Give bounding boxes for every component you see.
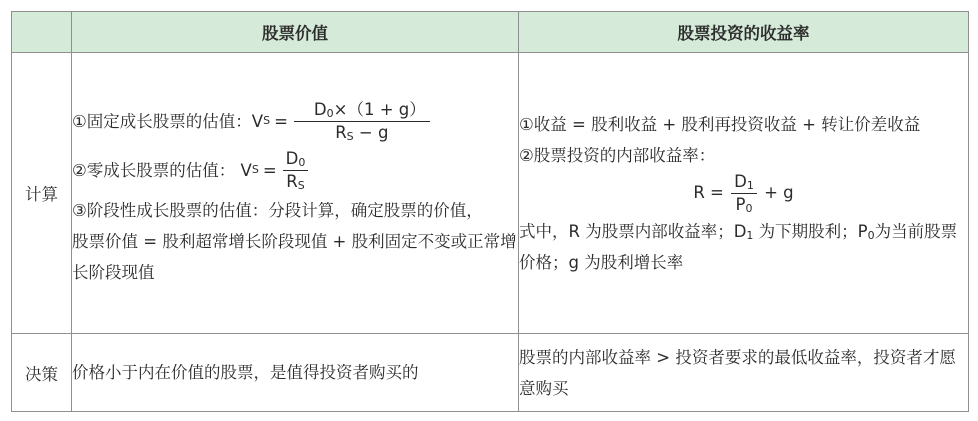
decision-row <box>12 334 969 412</box>
decision-value-cell: 价格小于内在价值的股票，是值得投资者购买的 <box>72 334 519 412</box>
header-row <box>12 12 969 53</box>
fixed-growth-formula: ①固定成长股票的估值：V S = $\frac{D_0\times(1 + g)}{R_S - g}$ <box>72 99 518 144</box>
irr-title: ②股票投资的内部收益率： <box>519 145 716 165</box>
zero-growth-fraction: $\frac{D_0}{R_S}$ <box>283 148 309 193</box>
header-stock-value: 股票价值 <box>72 12 519 53</box>
calc-return-cell <box>519 53 969 334</box>
irr-fraction: $\frac{D_1}{P_0}$ <box>731 171 757 216</box>
decision-row-label: 决策 <box>12 334 72 412</box>
formula-legend: 式中，R 为股票内部收益率；$D_1$ 为下期股利；$P_0$为当前股票价格；g 为股利增长率 <box>519 221 958 272</box>
comparison-table <box>11 11 969 412</box>
stock-value-desc: 股票价值 = 股利超常增长阶段现值 + 股利固定不变或正常增长阶段现值 <box>72 231 517 282</box>
header-stock-return: 股票投资的收益率 <box>519 12 969 53</box>
fixed-growth-fraction: $\frac{D_0\times(1 + g)}{R_S - g}$ <box>294 99 430 144</box>
stage-growth-text: ③阶段性成长股票的估值：分段计算，确定股票的价值， <box>72 200 483 220</box>
irr-formula: R = $\frac{D_1}{P_0}$ + g <box>693 171 794 215</box>
calc-row-label: 计算 <box>12 53 72 334</box>
header-blank-cell <box>12 12 72 53</box>
calc-value-cell <box>72 53 519 334</box>
zero-growth-formula: ②零成长股票的估值： V S = $\frac{D_0}{R_S}$ <box>72 148 518 193</box>
decision-return-cell: 股票的内部收益率 > 投资者要求的最低收益率，投资者才愿意购买 <box>519 334 969 412</box>
calc-row <box>12 53 969 334</box>
return-definition: ①收益 = 股利收益 + 股利再投资收益 + 转让价差收益 <box>519 114 921 134</box>
